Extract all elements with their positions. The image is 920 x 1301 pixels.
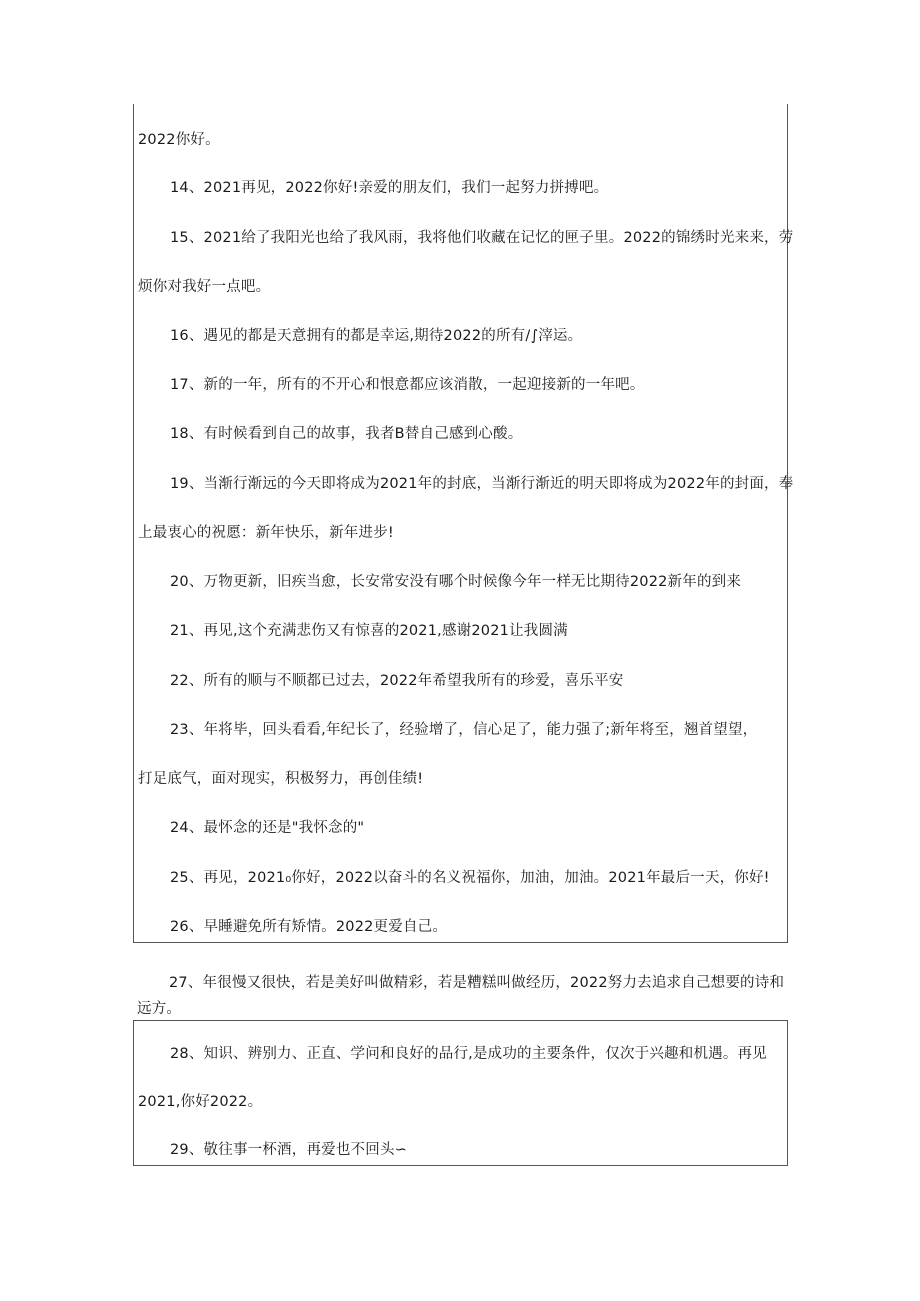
text-line: 上最衷心的祝愿：新年快乐，新年进步!: [138, 525, 394, 541]
text-line: 25、再见，2021₀你好，2022以奋斗的名义祝福你，加油，加油。2021年最后一天，你好!: [170, 870, 770, 886]
text-line: 2021,你好2022。: [138, 1094, 263, 1110]
text-line: 烦你对我好一点吧。: [138, 279, 271, 295]
text-frame-bottom: [133, 1020, 788, 1166]
text-frame-top: [133, 104, 794, 943]
text-line: 远方。: [137, 1001, 182, 1017]
text-line: 15、2021给了我阳光也给了我风雨，我将他们收藏在记忆的匣子里。2022的锦绣时光来来，劳: [170, 230, 794, 246]
text-line: 29、敬往事一杯酒，再爱也不回头∽: [170, 1142, 407, 1158]
text-line: 20、万物更新，旧疾当愈，长安常安没有哪个时候像今年一样无比期待2022新年的到来: [170, 574, 742, 590]
text-line: 打足底气，面对现实，积极努力，再创佳绩!: [138, 771, 424, 787]
text-line: 22、所有的顺与不顺都已过去，2022年希望我所有的珍爱，喜乐平安: [170, 673, 624, 689]
text-line: 14、2021再见，2022你好!亲爱的朋友们，我们一起努力拼搏吧。: [170, 180, 609, 196]
text-line: 19、当渐行渐远的今天即将成为2021年的封底，当渐行渐近的明天即将成为2022年的封面，奉: [170, 476, 794, 492]
text-line: 18、有时候看到自己的故事，我者B替自己感到心酸。: [170, 426, 523, 442]
text-line: 26、早睡避免所有矫情。2022更爱自己。: [170, 919, 448, 935]
text-line: 21、再见,这个充满悲伤又有惊喜的2021,感谢2021让我圆满: [170, 623, 568, 639]
text-line: 27、年很慢又很快，若是美好叫做精彩，若是糟糕叫做经历，2022努力去追求自己想要的诗和: [169, 975, 785, 991]
text-line: 24、最怀念的还是"我怀念的": [170, 820, 365, 836]
text-line: 28、知识、辨别力、正直、学问和良好的品行,是成功的主要条件，仅次于兴趣和机遇。再见: [170, 1046, 767, 1062]
text-line: 16、遇见的都是天意拥有的都是幸运,期待2022的所有/∫滓运。: [170, 328, 583, 344]
text-line: 17、新的一年，所有的不开心和恨意都应该消散，一起迎接新的一年吧。: [170, 377, 645, 393]
text-line: 2022你好。: [138, 132, 220, 148]
text-line: 23、年将毕，回头看看,年纪长了，经验增了，信心足了，能力强了;新年将至，翘首望望，: [170, 722, 758, 738]
